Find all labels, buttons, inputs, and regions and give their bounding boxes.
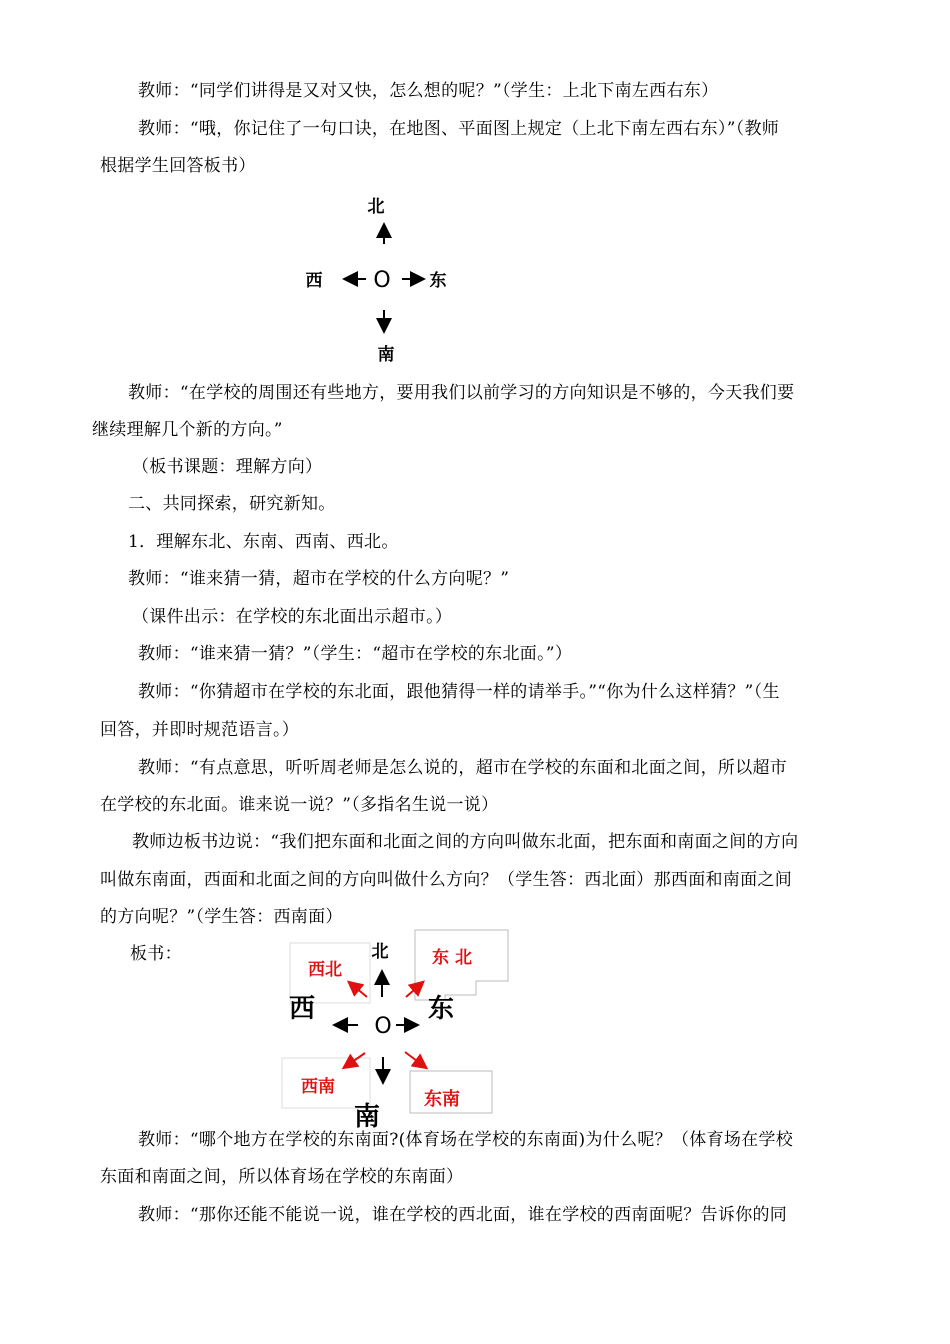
- paragraph: 教师：“谁来猜一猜，超市在学校的什么方向呢？”: [128, 569, 510, 589]
- southeast-arrow: [405, 1052, 425, 1067]
- southeast-label: 东南: [424, 1089, 460, 1110]
- paragraph: 教师：“谁来猜一猜？”（学生：“超市在学校的东北面。”）: [138, 644, 573, 664]
- north-label: 北: [371, 942, 389, 962]
- paragraph: 东面和南面之间，所以体育场在学校的东南面）: [100, 1167, 464, 1187]
- paragraph: 根据学生回答板书）: [100, 156, 256, 176]
- paragraph: 教师：“有点意思，听听周老师是怎么说的，超市在学校的东面和北面之间，所以超市: [138, 758, 788, 778]
- paragraph: 的方向呢？”（学生答：西南面）: [100, 907, 343, 927]
- west-label: 西: [288, 994, 316, 1024]
- paragraph: 在学校的东北面。谁来说一说？”（多指名生说一说）: [100, 795, 499, 815]
- east-label: 东: [429, 271, 447, 291]
- paragraph: （课件出示：在学校的东北面出示超市。）: [132, 607, 453, 627]
- paragraph: 教师：“哦，你记住了一句口诀，在地图、平面图上规定（上北下南左西右东）”（教师: [138, 119, 780, 139]
- board-label: 板书：: [130, 944, 182, 964]
- southwest-label: 西南: [301, 1077, 335, 1097]
- south-label: 南: [353, 1102, 381, 1130]
- compass-diagram-eight-directions: [270, 925, 510, 1130]
- paragraph: 教师：“哪个地方在学校的东南面?(体育场在学校的东南面)为什么呢？（体育场在学校: [138, 1130, 794, 1150]
- paragraph: （板书课题：理解方向）: [132, 457, 323, 477]
- paragraph: 教师：“你猜超市在学校的东北面，跟他猜得一样的请举手。”“你为什么这样猜？”（生: [138, 682, 780, 702]
- center-label: O: [373, 268, 391, 293]
- paragraph: 1．理解东北、东南、西南、西北。: [128, 532, 399, 552]
- paragraph: 叫做东南面，西面和北面之间的方向叫做什么方向？（学生答：西北面）那西面和南面之间: [100, 870, 792, 890]
- paragraph: 回答，并即时规范语言。）: [100, 720, 300, 740]
- west-label: 西: [305, 271, 323, 291]
- paragraph: 继续理解几个新的方向。”: [92, 420, 283, 440]
- paragraph: 教师：“在学校的周围还有些地方，要用我们以前学习的方向知识是不够的，今天我们要: [128, 383, 795, 403]
- paragraph: 教师：“那你还能不能说一说，谁在学校的西北面，谁在学校的西南面呢？告诉你的同: [138, 1205, 788, 1225]
- paragraph: 二、共同探索，研究新知。: [128, 494, 336, 514]
- northwest-label: 西北: [308, 960, 342, 980]
- south-label: 南: [377, 345, 395, 365]
- paragraph: 教师边板书边说：“我们把东面和北面之间的方向叫做东北面，把东面和南面之间的方向: [132, 832, 799, 852]
- north-label: 北: [367, 197, 385, 217]
- northeast-label: 东 北: [432, 948, 472, 968]
- east-label: 东: [427, 994, 455, 1024]
- center-label: O: [374, 1014, 392, 1039]
- paragraph: 教师：“同学们讲得是又对又快，怎么想的呢？”（学生：上北下南左西右东）: [138, 81, 719, 101]
- compass-diagram-basic: [290, 188, 470, 368]
